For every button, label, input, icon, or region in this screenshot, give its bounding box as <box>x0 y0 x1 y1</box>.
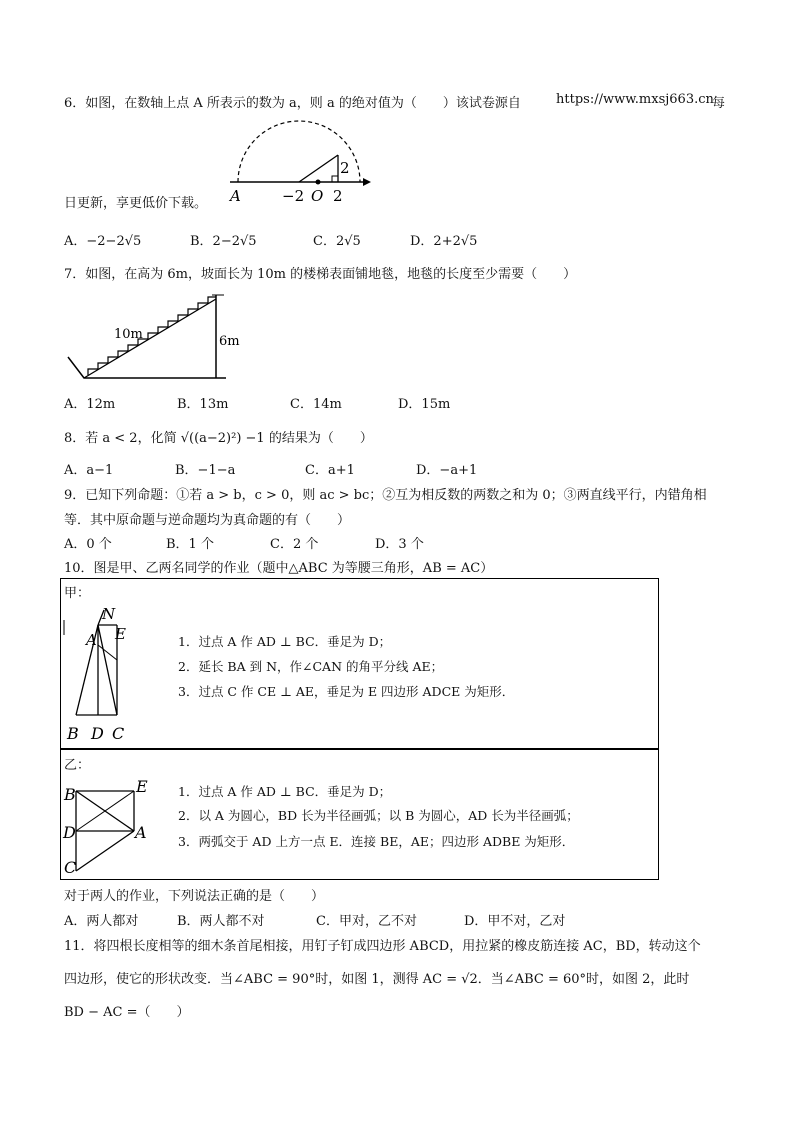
q10-jia-label-N: N <box>102 605 116 623</box>
q6-option-a[interactable]: A．−2−2√5 <box>64 234 142 249</box>
q6-label-minus2: −2 <box>282 187 305 205</box>
q6-label-2: 2 <box>333 187 343 205</box>
q10-jia-title: 甲： <box>64 586 91 601</box>
q7-option-d[interactable]: D．15m <box>398 397 451 412</box>
q10-option-d[interactable]: D．甲不对，乙对 <box>464 914 566 929</box>
q10-jia-figure <box>62 605 142 745</box>
q10-yi-label-D: D <box>63 823 76 842</box>
q10-yi-label-E: E <box>136 777 148 796</box>
q7-stem: 7．如图，在高为 6m，坡面长为 10m 的楼梯表面铺地毯，地毯的长度至少需要（ ） <box>64 267 577 282</box>
q6-number-line-figure <box>225 115 375 210</box>
q10-jia-label-B: B <box>67 724 79 743</box>
q10-yi-step-3: 3．两弧交于 AD 上方一点 E．连接 BE，AE；四边形 ADBE 为矩形． <box>178 834 575 849</box>
q8-option-b[interactable]: B．−1−a <box>175 463 236 478</box>
q6-option-d[interactable]: D．2+2√5 <box>410 234 478 249</box>
q6-stem-2: 日更新，享更低价下载。 <box>64 196 208 211</box>
q11-line-1: 11．将四根长度相等的细木条首尾相接，用钉子钉成四边形 ABCD，用拉紧的橡皮筋连接 AC，BD，转动这个 <box>64 939 701 954</box>
q8-option-a[interactable]: A．a−1 <box>64 463 114 478</box>
q10-jia-label-A: A <box>86 631 97 649</box>
q7-option-b[interactable]: B．13m <box>177 397 229 412</box>
q10-yi-figure <box>62 776 157 876</box>
q10-jia-label-C: C <box>112 724 125 743</box>
q6-tail: 每 <box>712 96 726 111</box>
q10-yi-step-2: 2．以 A 为圆心，BD 长为半径画弧；以 B 为圆心，AD 长为半径画弧； <box>178 808 579 823</box>
q10-option-a[interactable]: A．两人都对 <box>64 914 139 929</box>
q6-url[interactable]: https://www.mxsj663.cn <box>556 92 714 107</box>
q10-stem: 10．图是甲、乙两名同学的作业（题中△ABC 为等腰三角形，AB = AC） <box>64 561 494 576</box>
q9-option-a[interactable]: A．0 个 <box>64 537 112 552</box>
q6-option-c[interactable]: C．2√5 <box>313 234 361 249</box>
q10-yi-label-C: C <box>64 858 77 877</box>
q10-yi-step-1: 1．过点 A 作 AD ⊥ BC．垂足为 D； <box>178 784 392 799</box>
q6-option-b[interactable]: B．2−2√5 <box>190 234 257 249</box>
q6-label-vert2: 2 <box>340 159 350 177</box>
q6-stem: 6．如图，在数轴上点 A 所表示的数为 a，则 a 的绝对值为（ ）该试卷源自 <box>64 96 521 111</box>
q10-yi-title: 乙： <box>64 758 91 773</box>
q10-jia-step-3: 3．过点 C 作 CE ⊥ AE，垂足为 E 四边形 ADCE 为矩形． <box>178 684 515 699</box>
q11-line-2: 四边形，使它的形状改变．当∠ABC = 90°时，如图 1，测得 AC = √2．当∠ABC = 60°时，如图 2，此时 <box>64 972 690 987</box>
q8-option-d[interactable]: D．−a+1 <box>416 463 478 478</box>
q7-label-slope: 10m <box>114 327 143 342</box>
q10-option-b[interactable]: B．两人都不对 <box>177 914 265 929</box>
q10-yi-label-A: A <box>135 823 147 842</box>
q10-jia-label-E: E <box>115 625 126 643</box>
q6-label-A: A <box>230 187 241 205</box>
q10-jia-step-1: 1．过点 A 作 AD ⊥ BC．垂足为 D； <box>178 634 392 649</box>
q7-option-a[interactable]: A．12m <box>64 397 116 412</box>
q9-stem-2: 等．其中原命题与逆命题均为真命题的有（ ） <box>64 513 351 528</box>
q8-stem: 8．若 a < 2，化简 √((a−2)²) −1 的结果为（ ） <box>64 431 373 446</box>
q10-jia-label-D: D <box>91 724 104 743</box>
q10-yi-label-B: B <box>64 785 76 804</box>
q10-jia-step-2: 2．延长 BA 到 N，作∠CAN 的角平分线 AE； <box>178 659 444 674</box>
q7-option-c[interactable]: C．14m <box>290 397 342 412</box>
q9-option-c[interactable]: C．2 个 <box>270 537 319 552</box>
q10-question: 对于两人的作业，下列说法正确的是（ ） <box>64 889 325 904</box>
q9-option-b[interactable]: B．1 个 <box>166 537 214 552</box>
q6-label-O: O <box>311 187 324 205</box>
q8-option-c[interactable]: C．a+1 <box>305 463 355 478</box>
q10-option-c[interactable]: C．甲对，乙不对 <box>316 914 417 929</box>
q9-option-d[interactable]: D．3 个 <box>375 537 424 552</box>
q7-stairs-figure <box>64 285 244 385</box>
q9-stem: 9．已知下列命题：①若 a > b，c > 0，则 ac > bc；②互为相反数的两数之和为 0；③两直线平行，内错角相 <box>64 488 707 503</box>
q11-line-3: BD − AC =（ ） <box>64 1005 190 1020</box>
q7-label-height: 6m <box>219 334 240 349</box>
